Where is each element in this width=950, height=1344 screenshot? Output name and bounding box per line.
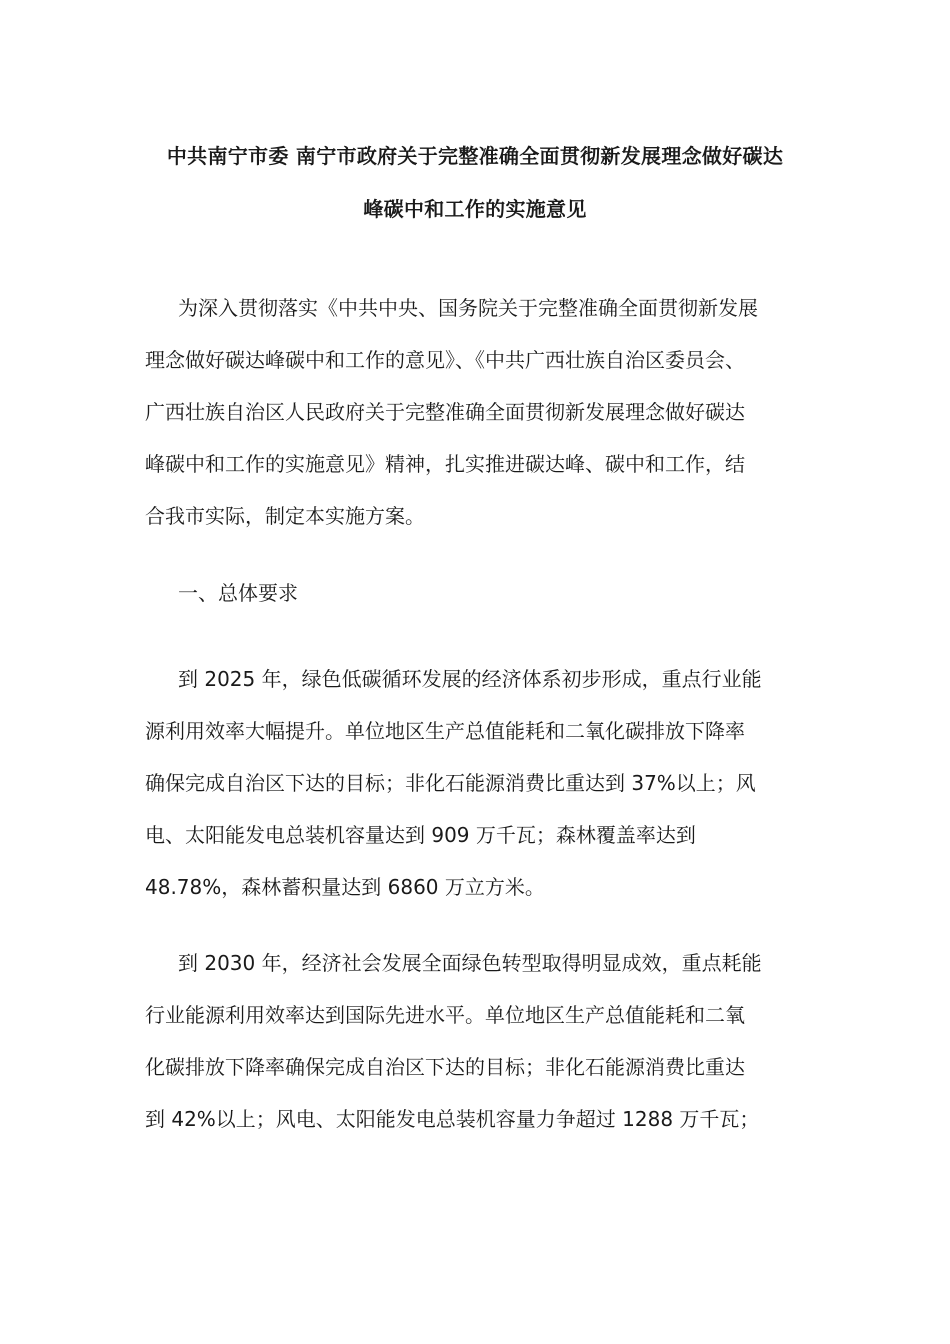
paragraph-2025-goals (145, 653, 810, 913)
section-heading: 一、总体要求 (178, 581, 298, 605)
paragraph-line: 为深入贯彻落实《中共中央、国务院关于完整准确全面贯彻新发展 (178, 296, 758, 320)
paragraph-line: 电、太阳能发电总装机容量达到 909 万千瓦；森林覆盖率达到 (145, 823, 696, 847)
paragraph-line: 合我市实际，制定本实施方案。 (145, 504, 425, 528)
paragraph-line: 化碳排放下降率确保完成自治区下达的目标；非化石能源消费比重达 (145, 1055, 745, 1079)
paragraph-2030-goals (145, 937, 810, 1145)
paragraph-line: 理念做好碳达峰碳中和工作的意见》、《中共广西壮族自治区委员会、 (145, 348, 745, 372)
paragraph-line: 峰碳中和工作的实施意见》精神，扎实推进碳达峰、碳中和工作，结 (145, 452, 745, 476)
paragraph-intro (145, 282, 810, 542)
paragraph-line: 源利用效率大幅提升。单位地区生产总值能耗和二氧化碳排放下降率 (145, 719, 745, 743)
title-line: 中共南宁市委 南宁市政府关于完整准确全面贯彻新发展理念做好碳达 (166, 144, 784, 168)
paragraph-line: 到 2025 年，绿色低碳循环发展的经济体系初步形成，重点行业能 (178, 667, 762, 691)
paragraph-line: 行业能源利用效率达到国际先进水平。单位地区生产总值能耗和二氧 (145, 1003, 745, 1027)
document-title (120, 130, 830, 236)
paragraph-line: 广西壮族自治区人民政府关于完整准确全面贯彻新发展理念做好碳达 (145, 400, 745, 424)
paragraph-line: 到 42%以上；风电、太阳能发电总装机容量力争超过 1288 万千瓦； (145, 1107, 760, 1131)
paragraph-line: 48.78%，森林蓄积量达到 6860 万立方米。 (145, 875, 545, 899)
paragraph-line: 到 2030 年，经济社会发展全面绿色转型取得明显成效，重点耗能 (178, 951, 762, 975)
paragraph-line: 确保完成自治区下达的目标；非化石能源消费比重达到 37%以上；风 (145, 771, 756, 795)
title-line: 峰碳中和工作的实施意见 (363, 197, 587, 221)
